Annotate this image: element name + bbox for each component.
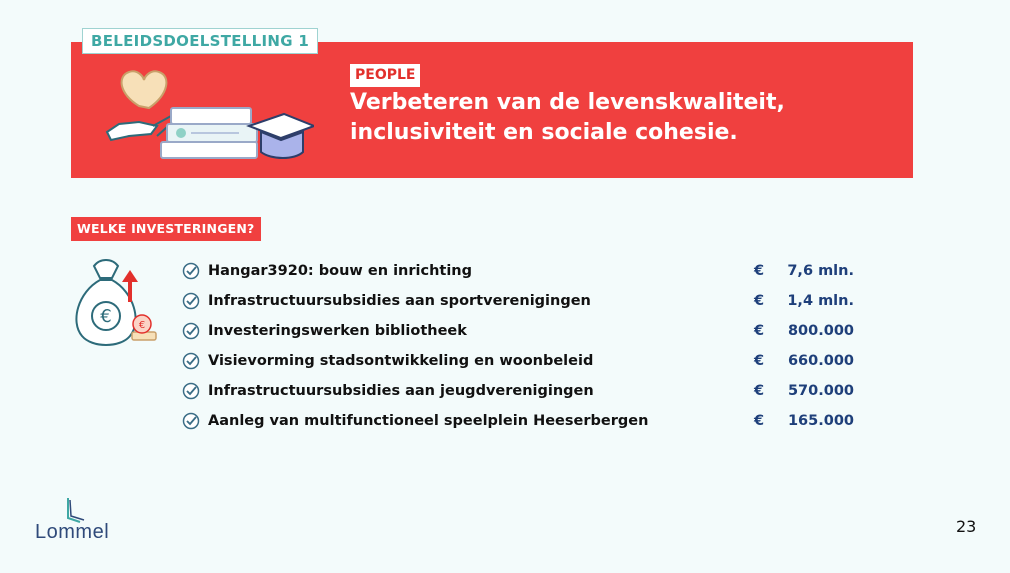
investment-label: Hangar3920: bouw en inrichting (208, 263, 473, 279)
currency-symbol: € (754, 293, 765, 309)
currency-symbol: € (754, 263, 765, 279)
investment-label: Aanleg van multifunctioneel speelplein Heeserbergen (208, 413, 649, 429)
page-number: 23 (956, 517, 977, 536)
currency-symbol: € (754, 383, 765, 399)
investment-amount: 660.000 (787, 353, 854, 369)
goal-title-line-1: Verbeteren van de levenskwaliteit, (350, 90, 785, 115)
investment-label: Visievorming stadsontwikkeling en woonbeleid (208, 353, 594, 369)
check-circle-icon (182, 262, 200, 280)
svg-text:€: € (138, 320, 146, 331)
investment-label: Infrastructuursubsidies aan jeugdverenigingen (208, 383, 594, 399)
investment-row (182, 286, 882, 316)
investment-row (182, 256, 882, 286)
goal-title (350, 88, 870, 148)
check-circle-icon (182, 412, 200, 430)
currency-symbol: € (754, 413, 765, 429)
investment-row (182, 376, 882, 406)
currency-symbol: € (754, 323, 765, 339)
investment-row (182, 316, 882, 346)
heart-hand-books-graduation-icon (99, 64, 314, 164)
check-circle-icon (182, 322, 200, 340)
logo-text: Lommel (35, 521, 110, 543)
investment-list (182, 256, 882, 436)
svg-text:€: € (100, 306, 112, 327)
check-circle-icon (182, 292, 200, 310)
goal-banner (71, 42, 913, 178)
check-circle-icon (182, 382, 200, 400)
investment-amount: 1,4 mln. (787, 293, 854, 309)
investments-heading: WELKE INVESTERINGEN? (71, 217, 261, 241)
investment-amount: 800.000 (787, 323, 854, 339)
category-tag: PEOPLE (350, 64, 420, 87)
money-bag-euro-icon (66, 252, 166, 352)
goal-title-line-2: inclusiviteit en sociale cohesie. (350, 120, 738, 145)
investment-amount: 7,6 mln. (787, 263, 854, 279)
investment-amount: 165.000 (787, 413, 854, 429)
investment-row (182, 406, 882, 436)
investment-row (182, 346, 882, 376)
currency-symbol: € (754, 353, 765, 369)
check-circle-icon (182, 352, 200, 370)
investment-label: Infrastructuursubsidies aan sportverenigingen (208, 293, 591, 309)
investment-label: Investeringswerken bibliotheek (208, 323, 467, 339)
goal-tag: BELEIDSDOELSTELLING 1 (82, 28, 318, 54)
investment-amount: 570.000 (787, 383, 854, 399)
